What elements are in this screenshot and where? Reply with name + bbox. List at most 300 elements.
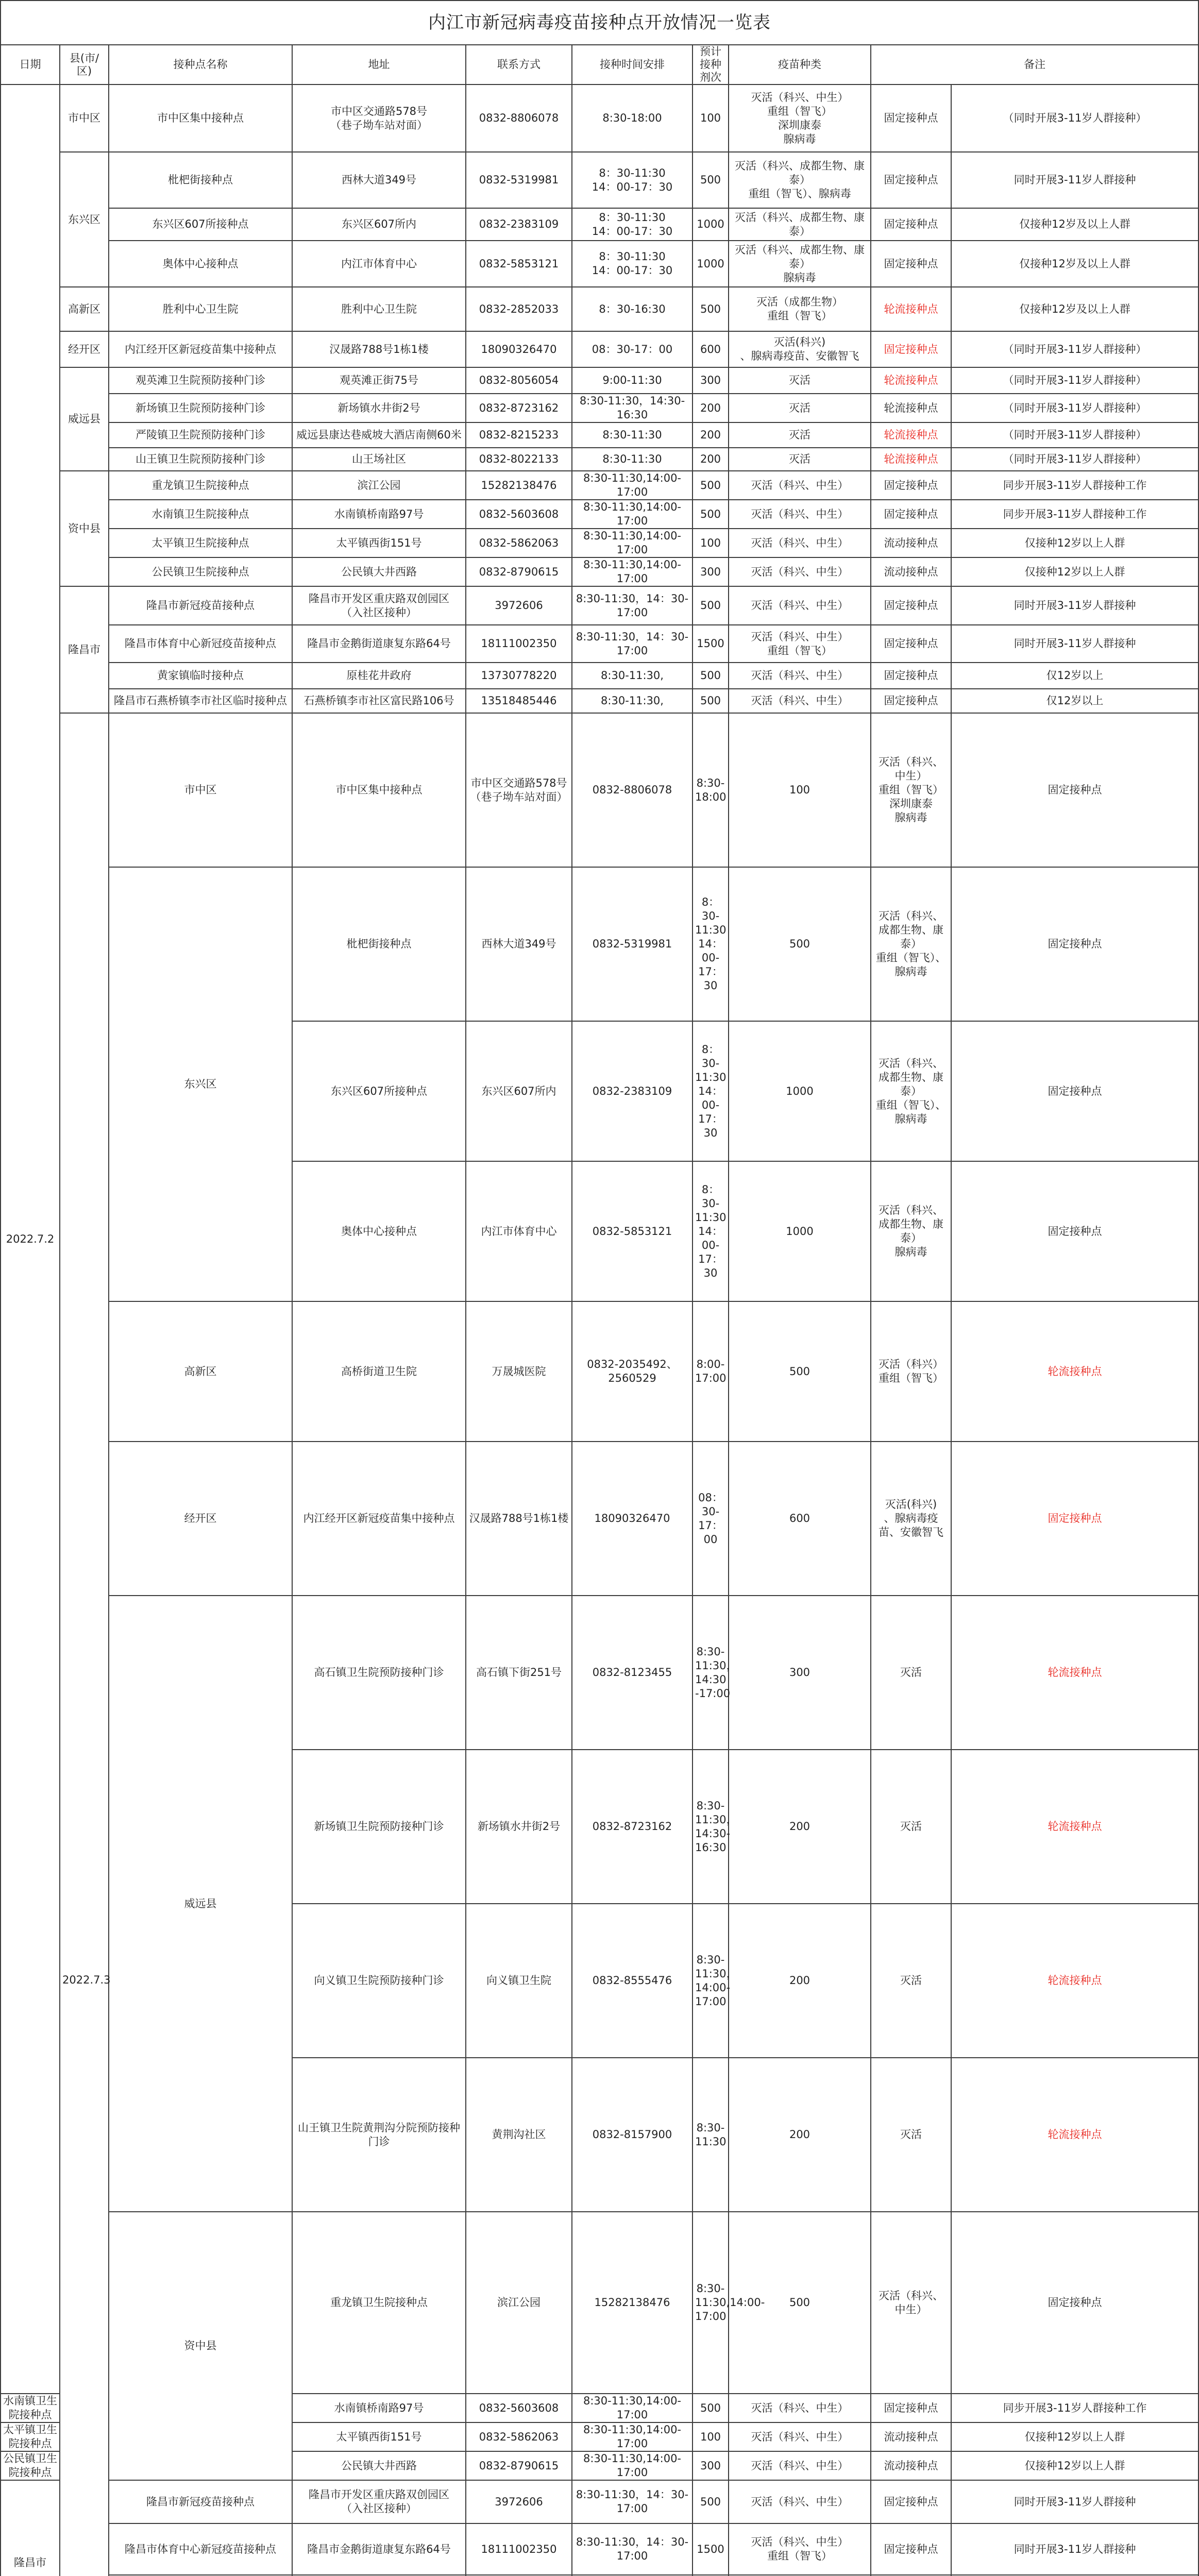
remark-cell: 仅接种12岁以上人群 <box>951 557 1198 586</box>
site-type-cell: 固定接种点 <box>951 1161 1198 1301</box>
site-type-cell: 固定接种点 <box>871 500 951 529</box>
doses-cell: 600 <box>693 331 729 367</box>
remark-cell: 仅接种12岁及以上人群 <box>951 208 1198 241</box>
contact-cell: 0832-8555476 <box>572 1904 693 2058</box>
doses-cell: 1000 <box>729 1021 871 1161</box>
vaccine-type-cell: 流动接种点 <box>871 2451 951 2480</box>
doses-cell: 灭活（科兴、中生） <box>729 2422 871 2451</box>
schedule-cell: 8:30-11:30 <box>693 2058 729 2212</box>
address-cell: 0832-5862063 <box>466 2422 572 2451</box>
site-name-cell: 观英滩卫生院预防接种门诊 <box>109 367 292 394</box>
date-cell: 2022.7.2 <box>1 84 60 2394</box>
site-type-cell: 固定接种点 <box>871 241 951 287</box>
schedule-cell: 8:30-11:30，14：30-17:00 <box>572 625 693 663</box>
vaccine-type-cell: 灭活（科兴、中生） 重组（智飞） <box>729 625 871 663</box>
site-name-cell: 经开区 <box>109 1442 292 1596</box>
contact-cell: 8:30-11:30,14:00-17:00 <box>572 2422 693 2451</box>
vaccine-type-cell: 灭活（科兴、成都生物、康泰） 重组（智飞）、腺病毒 <box>871 1021 951 1161</box>
site-type-cell: 固定接种点 <box>871 625 951 663</box>
site-name-cell: 市中区 <box>109 713 292 867</box>
address-cell: 内江经开区新冠疫苗集中接种点 <box>292 1442 466 1596</box>
table-row <box>1 422 1198 448</box>
contact-cell: 0832-8056054 <box>466 367 572 394</box>
doses-cell: 100 <box>693 84 729 152</box>
schedule-cell: 8：30-11:30 14：00-17：30 <box>693 1161 729 1301</box>
site-type-cell: 轮流接种点 <box>871 448 951 471</box>
address-cell: 18111002350 <box>466 2523 572 2575</box>
page-title: 内江市新冠病毒疫苗接种点开放情况一览表 <box>1 1 1198 45</box>
doses-cell: 08：30-17：00 <box>693 1442 729 1596</box>
vaccine-type-cell: 灭活（科兴、中生） <box>729 663 871 689</box>
address-cell: 山王场社区 <box>292 448 466 471</box>
site-type-cell: 灭活（科兴、成都生物、康泰） 重组（智飞）、腺病毒 <box>871 867 951 1021</box>
schedule-cell: 8：30-11:30 14：00-17：30 <box>572 152 693 208</box>
schedule-cell: 8:30-11:30,14:00-17:00 <box>572 500 693 529</box>
address-cell: 黄荆沟社区 <box>466 2058 572 2212</box>
county-cell: 高新区 <box>60 287 109 331</box>
address-cell: 汉晟路788号1栋1楼 <box>292 331 466 367</box>
vaccine-type-cell: 固定接种点 <box>871 2523 951 2575</box>
site-name-cell: 隆昌市新冠疫苗接种点 <box>109 2480 292 2523</box>
vaccine-type-cell: 灭活（科兴、中生） <box>729 689 871 713</box>
site-type-cell: 固定接种点 <box>871 331 951 367</box>
remark-cell: 轮流接种点 <box>951 1301 1198 1442</box>
address-cell: 隆昌市金鹅街道康复东路64号 <box>292 625 466 663</box>
site-name-cell: 水南镇卫生院接种点 <box>109 500 292 529</box>
contact-cell: 0832-2383109 <box>466 208 572 241</box>
site-name-cell: 隆昌市金鹅街道康复东路64号 <box>292 2523 466 2575</box>
doses-cell: 300 <box>693 367 729 394</box>
address-cell: 东兴区607所内 <box>292 208 466 241</box>
address-cell: 内江市体育中心 <box>292 241 466 287</box>
doses-cell: 1000 <box>729 1161 871 1301</box>
site-type-cell: 灭活(科兴) 、腺病毒疫苗、安徽智飞 <box>871 1442 951 1596</box>
site-name-cell: 新场镇卫生院预防接种门诊 <box>292 1750 466 1904</box>
table-row <box>1 586 1198 625</box>
header-row <box>1 45 1198 84</box>
schedule-cell: 0832-2035492、2560529 <box>572 1301 693 1442</box>
contact-cell: 0832-8723162 <box>572 1750 693 1904</box>
vaccine-type-cell: 500 <box>729 2212 871 2394</box>
table-row <box>1 713 1198 867</box>
address-cell: 石燕桥镇李市社区富民路106号 <box>292 689 466 713</box>
contact-cell: 3972606 <box>466 2480 572 2523</box>
site-type-cell: 灭活（科兴、中生） 重组（智飞） 深圳康泰 腺病毒 <box>871 713 951 867</box>
table-row <box>1 1442 1198 1596</box>
contact-cell: 8:30-11:30,14:00-17:00 <box>572 2451 693 2480</box>
remark-cell: 仅接种12岁以上人群 <box>951 529 1198 557</box>
site-type-cell: 流动接种点 <box>871 557 951 586</box>
schedule-cell: 300 <box>693 2451 729 2480</box>
title-row <box>1 1 1198 45</box>
table-row <box>1 208 1198 241</box>
remark-cell: 同时开展3-11岁人群接种 <box>951 152 1198 208</box>
site-type-cell: 同时开展3-11岁人群接种 <box>951 2523 1198 2575</box>
site-type-cell: 轮流接种点 <box>871 287 951 331</box>
address-cell: 枇杷街接种点 <box>292 867 466 1021</box>
county-cell: 市中区 <box>60 84 109 152</box>
table-row <box>1 2212 1198 2394</box>
contact-cell: 8:30-11:30，14：30-17:00 <box>572 2523 693 2575</box>
site-type-cell: 仅接种12岁以上人群 <box>951 2422 1198 2451</box>
vaccine-type-cell: 灭活 <box>871 1904 951 2058</box>
header-vaccine-type: 疫苗种类 <box>729 45 871 84</box>
schedule-cell: 8：30-11:30 14：00-17：30 <box>572 208 693 241</box>
site-name-cell: 东兴区 <box>109 867 292 1301</box>
schedule-cell: 8:30-11:30,14:00-17:00 <box>572 471 693 500</box>
contact-cell: 3972606 <box>466 586 572 625</box>
site-name-cell: 山王镇卫生院黄荆沟分院预防接种门诊 <box>292 2058 466 2212</box>
table-row <box>1 394 1198 422</box>
contact-cell: 万晟城医院 <box>466 1301 572 1442</box>
schedule-cell: 18090326470 <box>572 1442 693 1596</box>
doses-cell: 200 <box>729 1750 871 1904</box>
schedule-cell: 8:30-11:30, <box>572 689 693 713</box>
address-cell: 水南镇桥南路97号 <box>292 500 466 529</box>
contact-cell: 18111002350 <box>466 625 572 663</box>
schedule-cell: 500 <box>693 2394 729 2422</box>
address-cell: 西林大道349号 <box>292 152 466 208</box>
schedule-cell: 8:30-11:30，14：30-17:00 <box>572 2480 693 2523</box>
county-cell: 隆昌市体育中心新冠疫苗接种点 <box>109 2523 292 2575</box>
site-type-cell: 灭活 <box>871 1596 951 1750</box>
vaccine-type-cell: 灭活 <box>729 367 871 394</box>
address-cell: 公民镇大井西路 <box>292 557 466 586</box>
remark-cell: 仅接种12岁及以上人群 <box>951 287 1198 331</box>
contact-cell: 13730778220 <box>466 663 572 689</box>
table-row <box>1 663 1198 689</box>
schedule-cell: 8:30-11:30，14:00-17:00 <box>693 1904 729 2058</box>
address-cell: 滨江公园 <box>292 471 466 500</box>
site-name-cell: 市中区集中接种点 <box>109 84 292 152</box>
vaccine-type-cell: 灭活（科兴、成都生物、康泰） 腺病毒 <box>871 1161 951 1301</box>
site-name-cell: 黄家镇临时接种点 <box>109 663 292 689</box>
doses-cell: 200 <box>693 448 729 471</box>
schedule-cell: 8:30-11:30，14:30-16:30 <box>693 1750 729 1904</box>
contact-cell: 0832-5603608 <box>466 500 572 529</box>
site-name-cell: 隆昌市新冠疫苗接种点 <box>109 586 292 625</box>
contact-cell: 0832-8157900 <box>572 2058 693 2212</box>
table-row <box>1 471 1198 500</box>
county-cell: 东兴区 <box>60 152 109 287</box>
contact-cell: 0832-8723162 <box>466 394 572 422</box>
vaccine-type-cell: 灭活 <box>871 1750 951 1904</box>
contact-cell: 8:30-11:30,14:00-17:00 <box>572 2394 693 2422</box>
doses-cell: 100 <box>693 529 729 557</box>
schedule-cell: 0832-5319981 <box>572 867 693 1021</box>
table-row <box>1 2480 1198 2523</box>
table-row <box>1 448 1198 471</box>
site-type-cell: 固定接种点 <box>871 152 951 208</box>
vaccine-type-cell: 300 <box>729 1596 871 1750</box>
remark-cell: （同时开展3-11岁人群接种） <box>951 367 1198 394</box>
contact-cell: 0832-8215233 <box>466 422 572 448</box>
site-name-cell: 向义镇卫生院预防接种门诊 <box>292 1904 466 2058</box>
schedule-cell: 8:30-11:30 <box>572 448 693 471</box>
site-type-cell: 固定接种点 <box>871 689 951 713</box>
address-cell: 市中区交通路578号 （巷子坳车站对面） <box>292 84 466 152</box>
vaccine-type-cell: 灭活（科兴、中生） 重组（智飞） 深圳康泰 腺病毒 <box>729 84 871 152</box>
doses-cell: 灭活（科兴、中生） <box>729 2394 871 2422</box>
address-cell: 向义镇卫生院 <box>466 1904 572 2058</box>
contact-cell: 18090326470 <box>466 331 572 367</box>
remark-cell: 同步开展3-11岁人群接种工作 <box>951 471 1198 500</box>
doses-cell: 200 <box>693 422 729 448</box>
schedule-cell: 100 <box>693 2422 729 2451</box>
schedule-cell: 8:30-11:30，14:30-16:30 <box>572 394 693 422</box>
table-row <box>1 2523 1198 2575</box>
vaccine-type-cell: 灭活（科兴、中生） <box>729 471 871 500</box>
remark-cell: 固定接种点 <box>951 867 1198 1021</box>
site-type-cell: 灭活（科兴） 重组（智飞） <box>871 1301 951 1442</box>
site-name-cell: 内江经开区新冠疫苗集中接种点 <box>109 331 292 367</box>
remark-cell: 同时开展3-11岁人群接种 <box>951 625 1198 663</box>
contact-cell: 0832-8806078 <box>466 84 572 152</box>
site-name-cell: 水南镇桥南路97号 <box>292 2394 466 2422</box>
vaccine-type-cell: 灭活(科兴) 、腺病毒疫苗、安徽智飞 <box>729 331 871 367</box>
address-cell: 内江市体育中心 <box>466 1161 572 1301</box>
county-cell: 隆昌市 <box>60 586 109 713</box>
address-cell: 东兴区607所内 <box>466 1021 572 1161</box>
header-doses: 预计接种剂次 <box>693 45 729 84</box>
address-cell: 原桂花井政府 <box>292 663 466 689</box>
schedule-cell: 8:30-11:30 <box>572 422 693 448</box>
site-name-cell: 公民镇大井西路 <box>292 2451 466 2480</box>
table-row <box>1 689 1198 713</box>
address-cell: 高石镇卫生院预防接种门诊 <box>292 1596 466 1750</box>
site-type-cell: 固定接种点 <box>871 586 951 625</box>
county-cell: 水南镇卫生院接种点 <box>1 2394 60 2422</box>
contact-cell: 0832-2383109 <box>572 1021 693 1161</box>
county-cell: 2022.7.3 <box>60 713 109 2576</box>
site-name-cell: 公民镇卫生院接种点 <box>109 557 292 586</box>
address-cell: 威远县康达巷威坡大酒店南侧60米 <box>292 422 466 448</box>
site-name-cell: 枇杷街接种点 <box>109 152 292 208</box>
doses-cell: 8:30-18:00 <box>693 713 729 867</box>
contact-cell: 0832-8790615 <box>466 557 572 586</box>
schedule-cell: 15282138476 <box>572 2212 693 2394</box>
address-cell: 0832-8790615 <box>466 2451 572 2480</box>
contact-cell: 0832-5862063 <box>466 529 572 557</box>
site-name-cell: 隆昌市体育中心新冠疫苗接种点 <box>109 625 292 663</box>
site-name-cell: 奥体中心接种点 <box>292 1161 466 1301</box>
site-name-cell: 东兴区607所接种点 <box>292 1021 466 1161</box>
doses-cell: 300 <box>693 557 729 586</box>
county-cell: 经开区 <box>60 331 109 367</box>
vaccine-type-cell: 灭活 <box>729 448 871 471</box>
site-type-cell: 灭活（科兴、中生） <box>871 2212 951 2394</box>
remark-cell: （同时开展3-11岁人群接种） <box>951 394 1198 422</box>
doses-cell: 1000 <box>693 208 729 241</box>
remark-cell: 轮流接种点 <box>951 1596 1198 1750</box>
table-row <box>1 867 1198 1021</box>
county-cell: 隆昌市 <box>1 2480 60 2576</box>
site-type-cell: 固定接种点 <box>951 1021 1198 1161</box>
remark-cell: 固定接种点 <box>951 1442 1198 1596</box>
doses-cell: 200 <box>729 2058 871 2212</box>
schedule-cell: 8：30-16:30 <box>572 287 693 331</box>
doses-cell: 500 <box>693 500 729 529</box>
address-cell: 新场镇水井街2号 <box>292 394 466 422</box>
schedule-cell: 8：30-11:30 14：00-17：30 <box>572 241 693 287</box>
contact-cell: 0832-2852033 <box>466 287 572 331</box>
site-name-cell: 太平镇西街151号 <box>292 2422 466 2451</box>
contact-cell: 13518485446 <box>466 689 572 713</box>
vaccine-type-cell: 灭活（科兴、成都生物、康泰） 重组（智飞）、腺病毒 <box>729 152 871 208</box>
vaccine-type-cell: 固定接种点 <box>871 2394 951 2422</box>
address-cell: 太平镇西街151号 <box>292 529 466 557</box>
site-name-cell: 隆昌市石燕桥镇李市社区临时接种点 <box>109 689 292 713</box>
remark-cell: （同时开展3-11岁人群接种） <box>951 422 1198 448</box>
address-cell: 重龙镇卫生院接种点 <box>292 2212 466 2394</box>
table-row <box>1 529 1198 557</box>
address-cell: 胜利中心卫生院 <box>292 287 466 331</box>
doses-cell: 500 <box>693 663 729 689</box>
header-schedule: 接种时间安排 <box>572 45 693 84</box>
doses-cell: 8:30-11:30,14:00-17:00 <box>693 2212 729 2394</box>
schedule-cell: 8：30-11:30 14：00-17：30 <box>693 1021 729 1161</box>
vaccine-type-cell: 600 <box>729 1442 871 1596</box>
vaccine-type-cell: 灭活 <box>871 2058 951 2212</box>
address-cell: 新场镇水井街2号 <box>466 1750 572 1904</box>
doses-cell: 1000 <box>693 241 729 287</box>
site-type-cell: 轮流接种点 <box>871 394 951 422</box>
address-cell: 观英滩正街75号 <box>292 367 466 394</box>
doses-cell: 灭活（科兴、中生） <box>729 2451 871 2480</box>
schedule-cell: 8:30-18:00 <box>572 84 693 152</box>
contact-cell: 高石镇下街251号 <box>466 1596 572 1750</box>
doses-cell: 500 <box>693 287 729 331</box>
site-type-cell: 固定接种点 <box>871 663 951 689</box>
remark-cell: 同时开展3-11岁人群接种 <box>951 2480 1198 2523</box>
site-type-cell: 轮流接种点 <box>951 1750 1198 1904</box>
vaccine-type-cell: 500 <box>729 1301 871 1442</box>
contact-cell: 西林大道349号 <box>466 867 572 1021</box>
site-name-cell: 资中县 <box>109 2212 292 2480</box>
remark-cell: 固定接种点 <box>951 2212 1198 2394</box>
table-row <box>1 557 1198 586</box>
contact-cell: 汉晟路788号1栋1楼 <box>466 1442 572 1596</box>
address-cell: 高桥街道卫生院 <box>292 1301 466 1442</box>
site-name-cell: 太平镇卫生院接种点 <box>109 529 292 557</box>
contact-cell: 0832-5853121 <box>572 1161 693 1301</box>
vaccine-type-cell: 灭活（科兴、成都生物、康泰） <box>729 208 871 241</box>
site-name-cell: 奥体中心接种点 <box>109 241 292 287</box>
doses-cell: 200 <box>729 1904 871 2058</box>
vaccine-type-cell: 灭活（科兴、成都生物、康泰） 腺病毒 <box>729 241 871 287</box>
doses-cell: 500 <box>693 586 729 625</box>
remark-cell: 仅12岁以上 <box>951 663 1198 689</box>
table-row <box>1 1301 1198 1442</box>
address-cell: 0832-5603608 <box>466 2394 572 2422</box>
schedule-cell: 0832-8123455 <box>572 1596 693 1750</box>
vaccine-type-cell: 灭活 <box>729 394 871 422</box>
remark-cell: 仅接种12岁及以上人群 <box>951 241 1198 287</box>
vaccine-type-cell: 灭活（成都生物） 重组（智飞） <box>729 287 871 331</box>
address-cell: 隆昌市开发区重庆路双创园区 （入社区接种） <box>292 586 466 625</box>
site-name-cell: 山王镇卫生院预防接种门诊 <box>109 448 292 471</box>
site-name-cell: 东兴区607所接种点 <box>109 208 292 241</box>
address-cell: 市中区集中接种点 <box>292 713 466 867</box>
schedule-cell: 8:30-11:30，14：30-17:00 <box>572 586 693 625</box>
schedule-cell: 9:00-11:30 <box>572 367 693 394</box>
doses-cell: 8：30-11:30 14：00-17：30 <box>693 867 729 1021</box>
header-site-name: 接种点名称 <box>109 45 292 84</box>
schedule-cell: 08：30-17：00 <box>572 331 693 367</box>
vaccine-type-cell: 灭活 <box>729 422 871 448</box>
contact-cell: 0832-8022133 <box>466 448 572 471</box>
doses-cell: 8:30-11:30，14:30 -17:00 <box>693 1596 729 1750</box>
remark-cell: （同时开展3-11岁人群接种） <box>951 84 1198 152</box>
site-type-cell: 仅接种12岁以上人群 <box>951 2451 1198 2480</box>
vaccine-type-cell: 灭活（科兴、中生） <box>729 557 871 586</box>
table-row <box>1 367 1198 394</box>
table-row <box>1 287 1198 331</box>
contact-cell: 15282138476 <box>466 471 572 500</box>
table-row <box>1 625 1198 663</box>
site-type-cell: 固定接种点 <box>871 471 951 500</box>
vaccine-type-cell: 灭活（科兴、中生） <box>729 500 871 529</box>
vaccine-type-cell: 灭活（科兴、中生） <box>729 2480 871 2523</box>
site-type-cell: 轮流接种点 <box>951 1904 1198 2058</box>
site-type-cell: 同步开展3-11岁人群接种工作 <box>951 2394 1198 2422</box>
county-cell: 威远县 <box>60 367 109 471</box>
schedule-cell: 0832-8806078 <box>572 713 693 867</box>
doses-cell: 500 <box>693 471 729 500</box>
schedule-cell: 8:30-11:30, <box>572 663 693 689</box>
vaccine-type-cell: 100 <box>729 713 871 867</box>
site-type-cell: 流动接种点 <box>871 529 951 557</box>
contact-cell: 滨江公园 <box>466 2212 572 2394</box>
site-type-cell: 固定接种点 <box>871 84 951 152</box>
doses-cell: 500 <box>693 689 729 713</box>
contact-cell: 0832-5853121 <box>466 241 572 287</box>
remark-cell: （同时开展3-11岁人群接种） <box>951 331 1198 367</box>
remark-cell: 固定接种点 <box>951 713 1198 867</box>
site-name-cell: 新场镇卫生院预防接种门诊 <box>109 394 292 422</box>
site-name-cell: 重龙镇卫生院接种点 <box>109 471 292 500</box>
site-type-cell: 固定接种点 <box>871 2480 951 2523</box>
header-county: 县(市/区) <box>60 45 109 84</box>
site-type-cell: 轮流接种点 <box>871 422 951 448</box>
schedule-cell: 8:30-11:30,14:00-17:00 <box>572 557 693 586</box>
table-row <box>1 1596 1198 1750</box>
vaccine-type-cell: 流动接种点 <box>871 2422 951 2451</box>
site-name-cell: 高新区 <box>109 1301 292 1442</box>
table-row <box>1 241 1198 287</box>
header-contact: 联系方式 <box>466 45 572 84</box>
remark-cell: （同时开展3-11岁人群接种） <box>951 448 1198 471</box>
county-cell: 公民镇卫生院接种点 <box>1 2451 60 2480</box>
table-row <box>1 331 1198 367</box>
vaccine-type-cell: 灭活（科兴、中生） <box>729 529 871 557</box>
header-address: 地址 <box>292 45 466 84</box>
doses-cell: 500 <box>693 2480 729 2523</box>
doses-cell: 200 <box>693 394 729 422</box>
doses-cell: 500 <box>693 152 729 208</box>
contact-cell: 0832-5319981 <box>466 152 572 208</box>
vaccine-type-cell: 灭活（科兴、中生） <box>729 586 871 625</box>
schedule-cell: 8:30-11:30,14:00-17:00 <box>572 529 693 557</box>
county-cell: 太平镇卫生院接种点 <box>1 2422 60 2451</box>
site-name-cell: 胜利中心卫生院 <box>109 287 292 331</box>
doses-cell: 灭活（科兴、中生） 重组（智飞） <box>729 2523 871 2575</box>
remark-cell: 仅12岁以上 <box>951 689 1198 713</box>
header-notes: 备注 <box>871 45 1198 84</box>
doses-cell: 1500 <box>693 625 729 663</box>
site-type-cell: 轮流接种点 <box>871 367 951 394</box>
remark-cell: 同步开展3-11岁人群接种工作 <box>951 500 1198 529</box>
